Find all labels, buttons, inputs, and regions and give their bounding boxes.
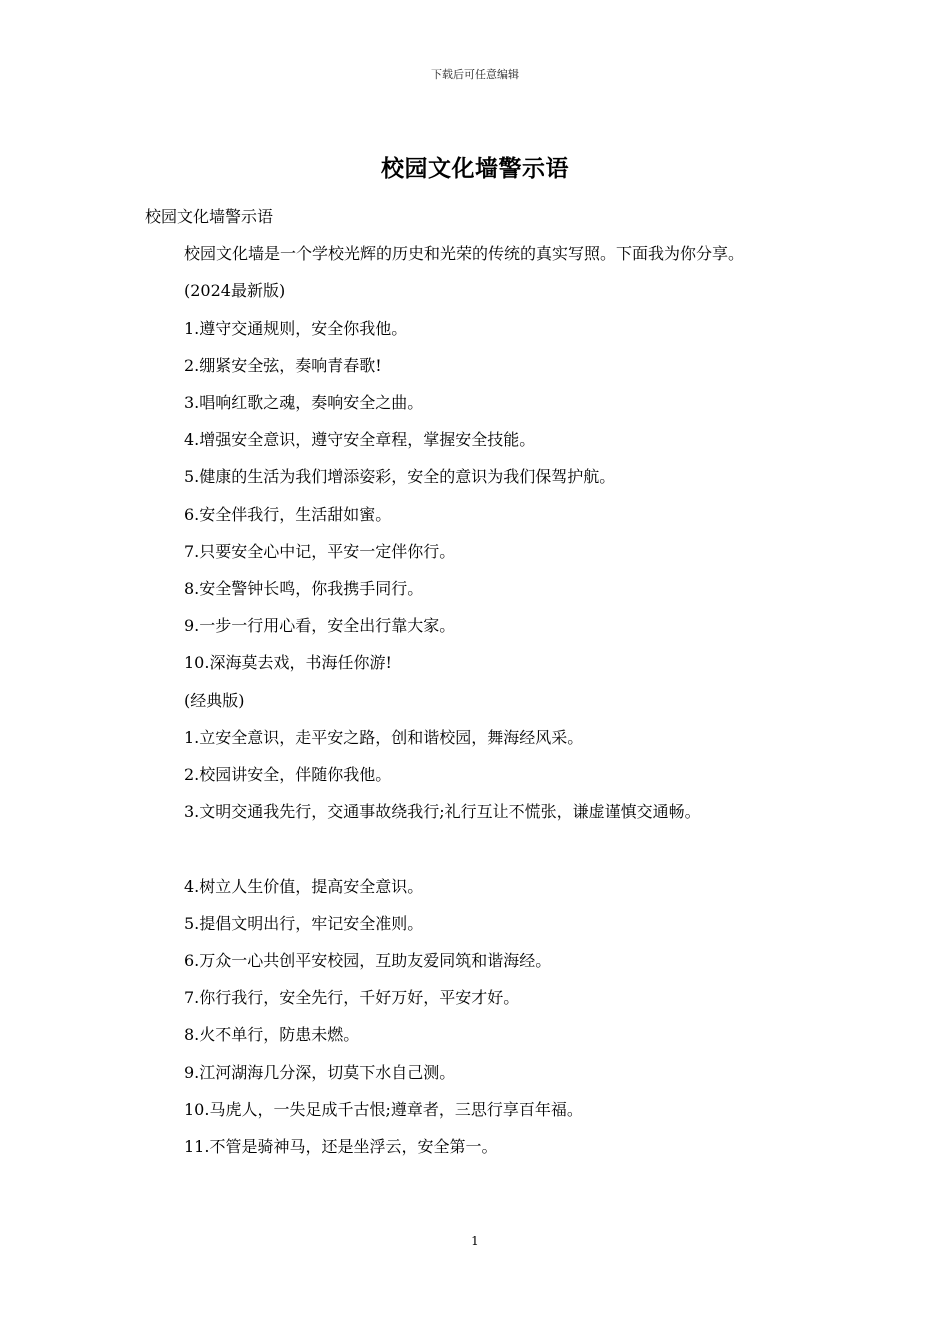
section-heading-latest: (2024最新版) xyxy=(184,281,286,301)
document-subtitle: 校园文化墙警示语 xyxy=(145,207,274,226)
document-title: 校园文化墙警示语 xyxy=(381,155,569,182)
slogan-item: 4.树立人生价值，提高安全意识。 xyxy=(184,876,424,896)
slogan-item: 3.唱响红歌之魂，奏响安全之曲。 xyxy=(184,393,424,413)
slogan-item: 10.马虎人，一失足成千古恨;遵章者，三思行享百年福。 xyxy=(184,1099,583,1119)
section-heading-classic: (经典版) xyxy=(184,690,245,710)
document-body xyxy=(145,198,810,1165)
slogan-item: 9.一步一行用心看，安全出行靠大家。 xyxy=(184,616,456,636)
slogan-item: 1.遵守交通规则，安全你我他。 xyxy=(184,318,408,338)
blank-line xyxy=(145,830,810,867)
slogan-item: 9.江河湖海几分深，切莫下水自己测。 xyxy=(184,1062,456,1082)
header-note: 下载后可任意编辑 xyxy=(431,68,519,81)
slogan-list-latest xyxy=(145,310,810,682)
slogan-item: 7.只要安全心中记，平安一定伴你行。 xyxy=(184,541,456,561)
slogan-item: 8.安全警钟长鸣，你我携手同行。 xyxy=(184,579,424,599)
intro-paragraph: 校园文化墙是一个学校光辉的历史和光荣的传统的真实写照。下面我为你分享。 xyxy=(184,244,745,264)
slogan-list-classic xyxy=(145,719,810,1165)
slogan-item: 3.文明交通我先行，交通事故绕我行;礼行互让不慌张，谦虚谨慎交通畅。 xyxy=(184,802,701,822)
slogan-item: 7.你行我行，安全先行，千好万好，平安才好。 xyxy=(184,988,520,1008)
slogan-item: 2.校园讲安全，伴随你我他。 xyxy=(184,765,392,785)
slogan-item: 1.立安全意识，走平安之路，创和谐校园，舞海经风采。 xyxy=(184,727,584,747)
slogan-item: 5.提倡文明出行，牢记安全准则。 xyxy=(184,913,424,933)
slogan-item: 6.安全伴我行，生活甜如蜜。 xyxy=(184,504,392,524)
slogan-item: 2.绷紧安全弦，奏响青春歌! xyxy=(184,355,382,375)
slogan-item: 5.健康的生活为我们增添姿彩，安全的意识为我们保驾护航。 xyxy=(184,467,616,487)
slogan-item: 11.不管是骑神马，还是坐浮云，安全第一。 xyxy=(184,1137,498,1157)
page-number: 1 xyxy=(471,1234,479,1248)
slogan-item: 10.深海莫去戏，书海任你游! xyxy=(184,653,392,673)
slogan-item: 6.万众一心共创平安校园，互助友爱同筑和谐海经。 xyxy=(184,951,552,971)
slogan-item: 8.火不单行，防患未燃。 xyxy=(184,1025,360,1045)
slogan-item: 4.增强安全意识，遵守安全章程，掌握安全技能。 xyxy=(184,430,536,450)
